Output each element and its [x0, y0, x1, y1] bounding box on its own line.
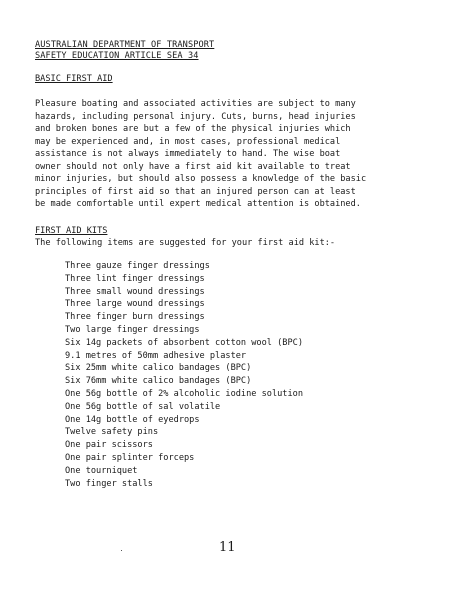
list-item: Three large wound dressings — [65, 299, 205, 310]
list-item: Two finger stalls — [65, 478, 153, 489]
list-item: Two large finger dressings — [65, 324, 200, 335]
list-item: One 56g bottle of sal volatile — [65, 401, 221, 412]
first-aid-kits-intro: The following items are suggested for your first aid kit:- — [35, 238, 336, 248]
paragraph-line: Pleasure boating and associated activities are subject to many — [35, 99, 356, 109]
list-item: One 56g bottle of 2% alcoholic iodine solution — [65, 388, 303, 399]
paragraph-line: be made comfortable until expert medical attention is obtained. — [35, 199, 361, 209]
list-item: One 14g bottle of eyedrops — [65, 414, 200, 425]
list-item: 9.1 metres of 50mm adhesive plaster — [65, 350, 247, 361]
first-aid-kit-list — [65, 260, 303, 490]
list-item: Six 14g packets of absorbent cotton wool (BPC) — [65, 337, 303, 348]
header-article: SAFETY EDUCATION ARTICLE SEA 34 — [35, 51, 199, 61]
scan-speck — [121, 550, 122, 551]
list-item: Three finger burn dressings — [65, 312, 205, 323]
list-item: Three lint finger dressings — [65, 273, 205, 284]
list-item: Twelve safety pins — [65, 427, 159, 438]
page-number: 11 — [219, 540, 236, 555]
list-item: One tourniquet — [65, 465, 138, 476]
paragraph-line: minor injuries, but should also possess a knowledge of the basic — [35, 174, 367, 184]
paragraph-line: hazards, including personal injury. Cuts, burns, head injuries — [35, 111, 356, 122]
list-item: Six 76mm white calico bandages (BPC) — [65, 376, 252, 387]
list-item: Six 25mm white calico bandages (BPC) — [65, 363, 252, 374]
list-item: One pair splinter forceps — [65, 452, 195, 463]
paragraph-line: may be experienced and, in most cases, professional medical — [35, 136, 341, 147]
list-item: Three small wound dressings — [65, 286, 205, 297]
paragraph-line: and broken bones are but a few of the physical injuries which — [35, 124, 351, 134]
document-header — [35, 40, 214, 62]
paragraph-line: owner should not only have a first aid kit available to treat — [35, 161, 351, 172]
paragraph-line: assistance is not always immediately to hand. The wise boat — [35, 149, 341, 159]
section-title-basic-first-aid: BASIC FIRST AID — [35, 74, 113, 84]
list-item: Three gauze finger dressings — [65, 261, 210, 271]
section-title-first-aid-kits: FIRST AID KITS — [35, 226, 108, 236]
paragraph-line: principles of first aid so that an injured person can at least — [35, 186, 356, 197]
list-item: One pair scissors — [65, 440, 153, 451]
header-department: AUSTRALIAN DEPARTMENT OF TRANSPORT — [35, 40, 215, 50]
basic-first-aid-paragraph — [35, 98, 435, 211]
